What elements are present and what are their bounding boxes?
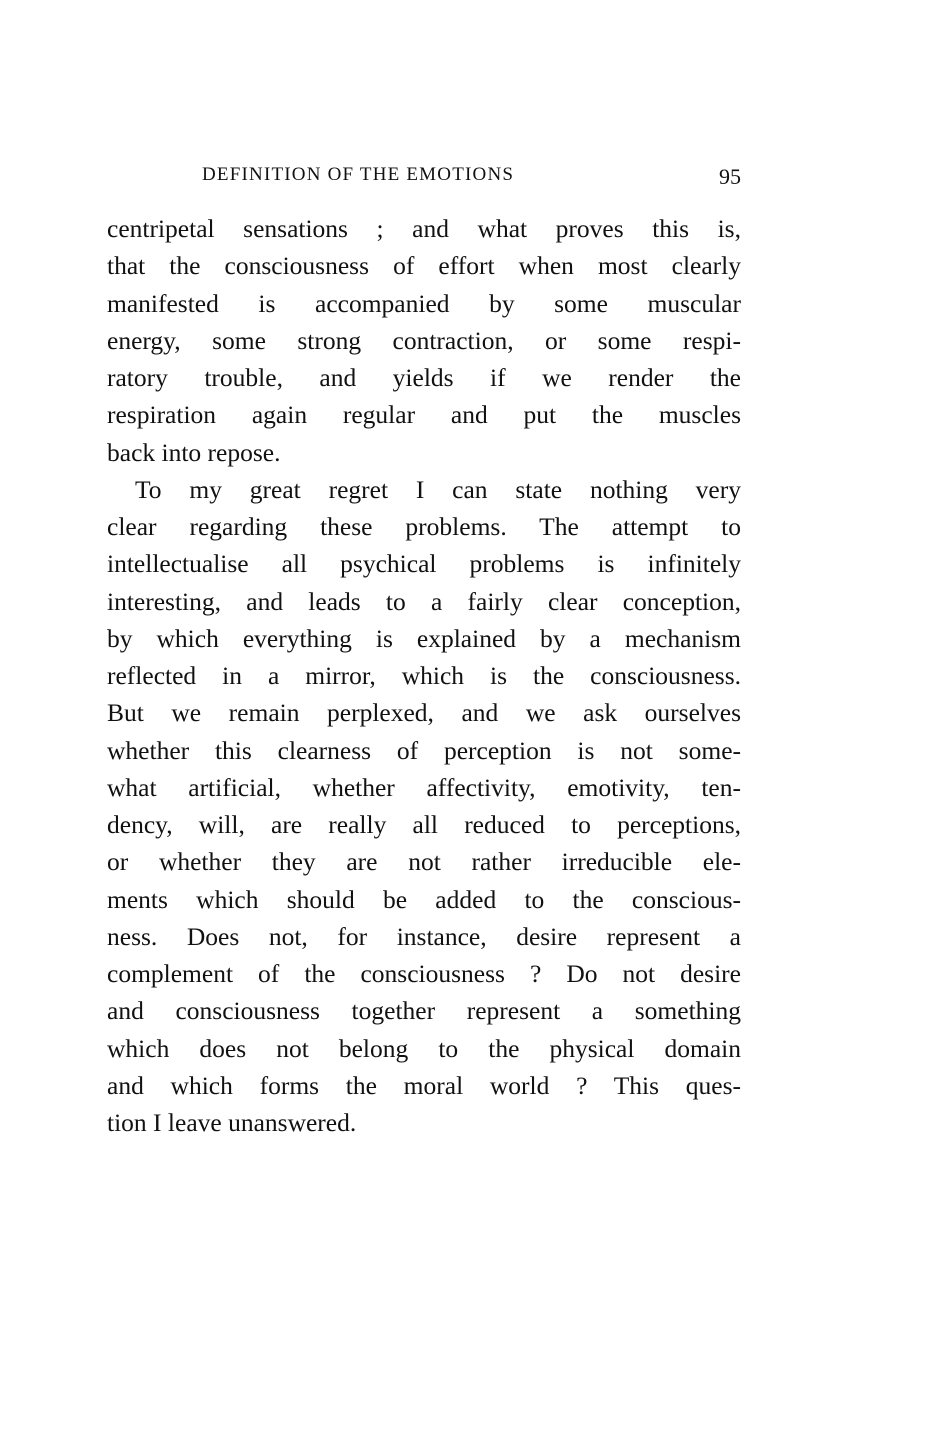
text-line: that the consciousness of effort when most clearly — [107, 251, 741, 281]
text-line: ratory trouble, and yields if we render the — [107, 363, 741, 392]
text-line: tion I leave unanswered. — [107, 1108, 357, 1137]
text-line: clear regarding these problems. The attempt to — [107, 512, 741, 541]
running-title: DEFINITION OF THE EMOTIONS — [202, 164, 515, 185]
text-line: what artificial, whether affectivity, emotivity, ten- — [107, 772, 741, 802]
text-line: or whether they are not rather irreducible ele- — [107, 847, 741, 877]
text-line: complement of the consciousness ? Do not desire — [107, 959, 741, 988]
text-line: interesting, and leads to a fairly clear conception, — [107, 586, 741, 616]
body-text — [107, 210, 741, 1141]
page-header — [107, 164, 741, 194]
text-line: ments which should be added to the conscious- — [107, 884, 741, 914]
text-line: dency, will, are really all reduced to perceptions, — [107, 810, 741, 839]
text-line: by which everything is explained by a mechanism — [107, 623, 741, 653]
text-line: which does not belong to the physical domain — [107, 1033, 741, 1063]
text-line: and which forms the moral world ? This ques- — [107, 1070, 741, 1100]
page-number: 95 — [719, 164, 741, 189]
text-line: respiration again regular and put the muscles — [107, 400, 741, 430]
text-line: manifested is accompanied by some muscular — [107, 288, 741, 318]
text-line: intellectualise all psychical problems is infinitely — [107, 549, 741, 579]
text-line: whether this clearness of perception is not some- — [107, 735, 741, 765]
text-line: and consciousness together represent a something — [107, 996, 741, 1026]
text-line: To my great regret I can state nothing very — [135, 474, 741, 504]
text-line: centripetal sensations ; and what proves this is, — [107, 214, 741, 243]
text-line: energy, some strong contraction, or some respi- — [107, 325, 741, 355]
text-line: But we remain perplexed, and we ask ourselves — [107, 698, 741, 728]
text-line: back into repose. — [107, 437, 281, 467]
text-line: ness. Does not, for instance, desire represent a — [107, 921, 741, 951]
text-line: reflected in a mirror, which is the consciousness. — [107, 661, 741, 690]
